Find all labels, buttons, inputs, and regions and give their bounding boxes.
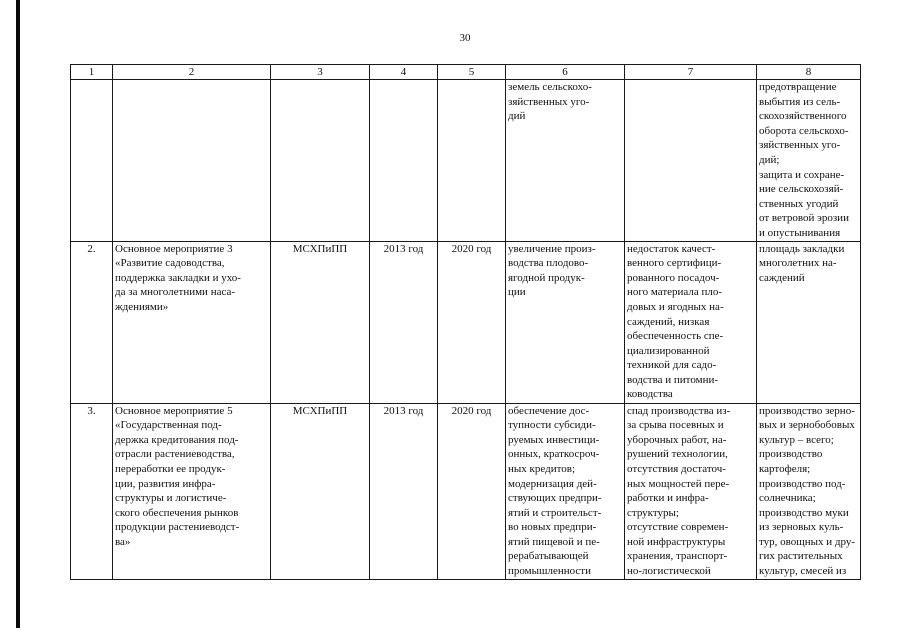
row-number-cell: 3.: [71, 403, 113, 579]
activity-name-cell: Основное мероприятие 3 «Развитие садоводства, поддержка закладки и ухо- да за многолетними наса- ждениями»: [113, 241, 271, 403]
expected-result-cell: земель сельскохо- зяйственных уго- дий: [506, 80, 625, 242]
column-header: 1: [71, 65, 113, 80]
executor-cell: [271, 80, 370, 242]
column-header: 3: [271, 65, 370, 80]
activity-name-cell: [113, 80, 271, 242]
table-row: [71, 80, 861, 242]
column-header: 4: [370, 65, 438, 80]
column-header: 8: [757, 65, 861, 80]
consequences-cell: [625, 80, 757, 242]
column-header: 2: [113, 65, 271, 80]
expected-result-cell: [506, 403, 625, 579]
row-number-cell: 2.: [71, 241, 113, 403]
expected-result-text: обеспечение дос- тупности субсиди- руемых инвестици- онных, краткосроч- ных кредитов; модернизация дей- ствующих предпри- ятий и строительст- во новых предпри- ятий пищевой и пе- рерабатывающей промышленности: [508, 404, 602, 578]
end-year-cell: 2020 год: [438, 403, 506, 579]
indicators-cell: площадь закладки многолетних на- саждений: [757, 241, 861, 403]
start-year-cell: 2013 год: [370, 403, 438, 579]
end-year-cell: 2020 год: [438, 241, 506, 403]
consequences-cell: недостаток качест- венного сертифици- рованного посадоч- ного материала пло- довых и ягодных на- саждений, низкая обеспеченность спе- циализированной техникой для садо- водства и питомни- ководства: [625, 241, 757, 403]
table-row: [71, 241, 861, 403]
binding-edge-line: [16, 0, 20, 628]
start-year-cell: [370, 80, 438, 242]
column-header: 6: [506, 65, 625, 80]
page-number: 30: [459, 32, 471, 44]
program-activities-table: [70, 64, 861, 580]
table-header-row: [71, 65, 861, 80]
start-year-cell: 2013 год: [370, 241, 438, 403]
end-year-cell: [438, 80, 506, 242]
expected-result-cell: увеличение произ- водства плодово- ягодной продук- ции: [506, 241, 625, 403]
consequences-text: спад производства из- за срыва посевных и уборочных работ, на- рушений технологии, отсутствия достаточ- ных мощностей пере- работки и инфра- структуры; отсутствие современ- ной инфраструктуры хранения, транспорт- но-логистической: [627, 404, 731, 578]
column-header: 5: [438, 65, 506, 80]
row-number-cell: [71, 80, 113, 242]
activity-name-cell: Основное мероприятие 5 «Государственная под- держка кредитования под- отрасли растениеводства, переработки ее продук- ции, развития инфра- структуры и логистиче- ского обеспечения рынков продукции растениеводст- ва»: [113, 403, 271, 579]
table-row: [71, 403, 861, 579]
executor-cell: МСХПиПП: [271, 403, 370, 579]
consequences-cell: [625, 403, 757, 579]
indicators-cell: предотвращение выбытия из сель- скохозяйственного оборота сельскохо- зяйственных уго- дий; защита и сохране- ние сельскохозяй- ственных угодий от ветровой эрозии и опустынивания: [757, 80, 861, 242]
indicators-cell: [757, 403, 861, 579]
indicators-text: производство зерно- вых и зернобобовых культур – всего; производство картофеля; производство под- солнечника; производство муки из зерновых куль- тур, овощных и дру- гих растительных культур, смесей из: [759, 404, 856, 578]
column-header: 7: [625, 65, 757, 80]
executor-cell: МСХПиПП: [271, 241, 370, 403]
